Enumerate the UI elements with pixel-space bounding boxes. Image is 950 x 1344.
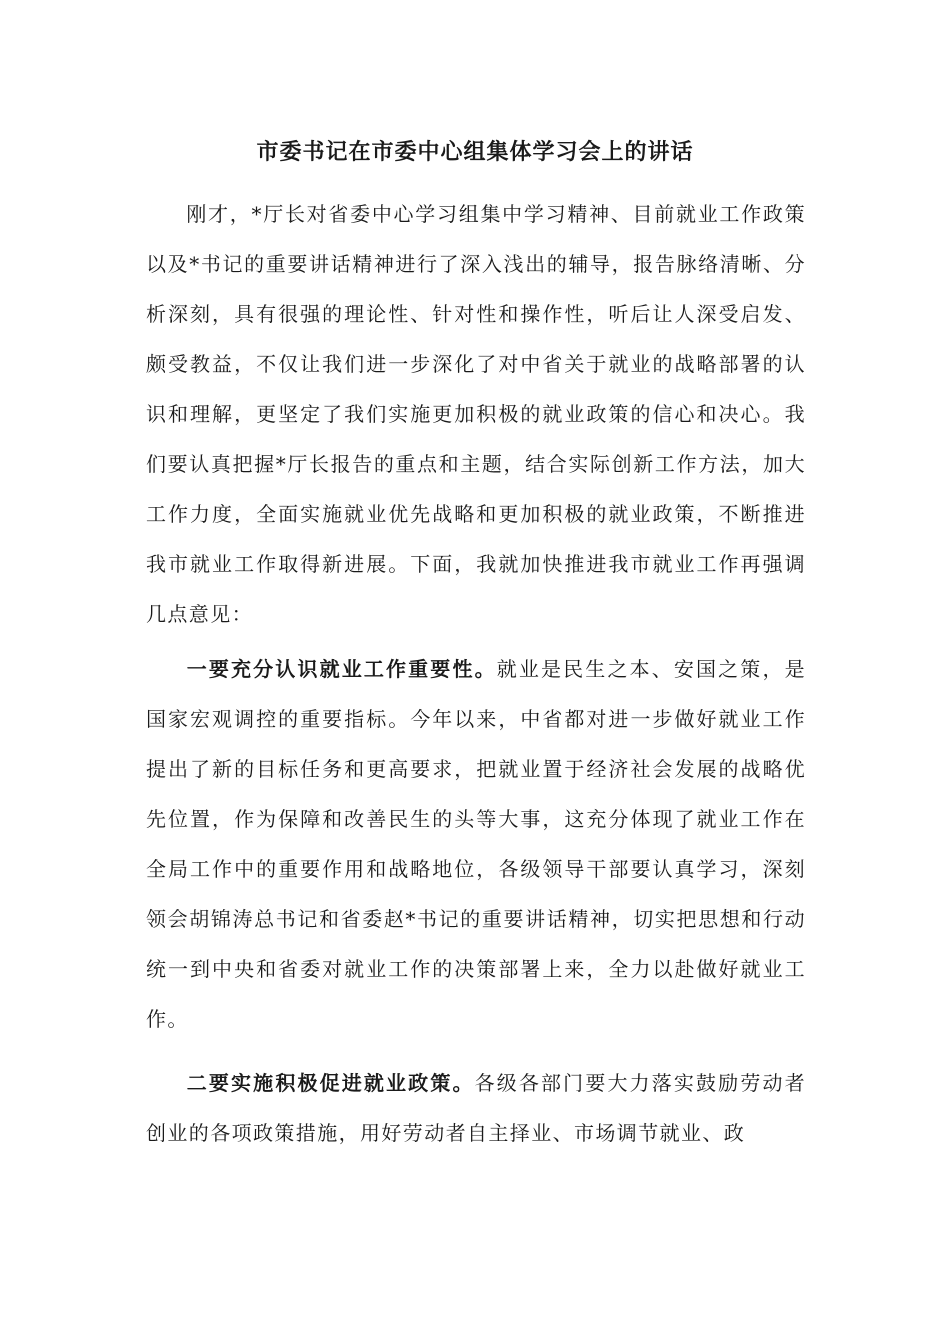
paragraph-3-text: 各级各部门要大力落实鼓励劳动者创业的各项政策措施，用好劳动者自主择业、市场调节就业、政 <box>146 1071 807 1145</box>
paragraph-2 <box>146 644 806 1044</box>
document-title: 市委书记在市委中心组集体学习会上的讲话 <box>256 139 694 165</box>
paragraph-1 <box>146 189 806 639</box>
paragraph-2-lead: 一要充分认识就业工作重要性。 <box>186 657 497 681</box>
paragraph-3-lead: 二要实施积极促进就业政策。 <box>186 1071 475 1095</box>
paragraph-1-text: 刚才，*厅长对省委中心学习组集中学习精神、目前就业工作政策以及*书记的重要讲话精神进行了深入浅出的辅导，报告脉络清晰、分析深刻，具有很强的理论性、针对性和操作性，听后让人深受启发、颇受教益，不仅让我们进一步深化了对中省关于就业的战略部署的认识和理解，更坚定了我们实施更加积极的就业政策的信心和决心。我们要认真把握*厅长报告的重点和主题，结合实际创新工作方法，加大工作力度，全面实施就业优先战略和更加积极的就业政策，不断推进我市就业工作取得新进展。下面，我就加快推进我市就业工作再强调几点意见： <box>146 202 806 626</box>
paragraph-2-text: 就业是民生之本、安国之策，是国家宏观调控的重要指标。今年以来，中省都对进一步做好就业工作提出了新的目标任务和更高要求，把就业置于经济社会发展的战略优先位置，作为保障和改善民生的头等大事，这充分体现了就业工作在全局工作中的重要作用和战略地位，各级领导干部要认真学习，深刻领会胡锦涛总书记和省委赵*书记的重要讲话精神，切实把思想和行动统一到中央和省委对就业工作的决策部署上来，全力以赴做好就业工作。 <box>146 657 806 1031</box>
paragraph-3 <box>146 1058 806 1158</box>
